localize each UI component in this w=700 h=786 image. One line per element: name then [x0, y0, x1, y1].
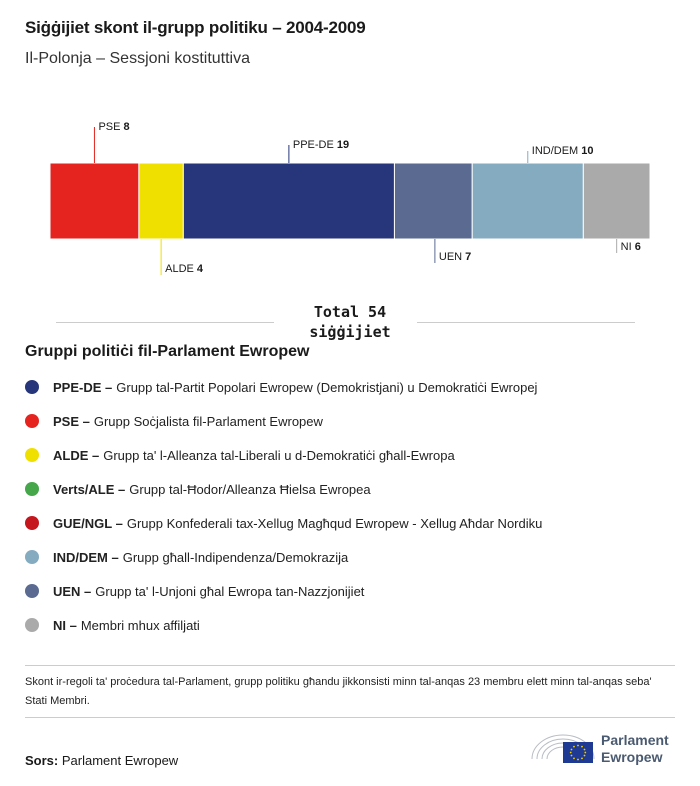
legend-item: [25, 438, 685, 472]
source-value: Parlament Ewropew: [61, 753, 179, 768]
legend-text: Grupp ta' l-Alleanza tal-Liberali u d-Demokratiċi għall-Ewropa: [103, 447, 455, 463]
legend-item: [25, 540, 685, 574]
total-divider-right: [417, 322, 635, 323]
legend-item: [25, 608, 685, 642]
legend-swatch: [25, 516, 39, 530]
bar-segment-alde: [139, 163, 183, 239]
bar-segment-ni: [583, 163, 650, 239]
segment-label-ppede: PPE-DE 19: [292, 139, 350, 151]
source-label: Sors:: [25, 753, 59, 768]
bar-segment-ppede: [183, 163, 394, 239]
chart-subtitle: Il-Polonja – Sessjoni kostituttiva: [25, 50, 250, 67]
legend-swatch: [25, 414, 39, 428]
legend-item: [25, 506, 685, 540]
legend-abbr: Verts/ALE –: [53, 481, 126, 497]
bar-segment-uen: [394, 163, 472, 239]
segment-label-uen: UEN 7: [438, 251, 472, 263]
segment-label-ni: NI 6: [620, 241, 641, 253]
legend-text: Grupp Soċjalista fil-Parlament Ewropew: [93, 413, 323, 429]
legend-text: Grupp tal-Partit Popolari Ewropew (Demokristjani) u Demokratiċi Ewropej: [116, 379, 538, 395]
chart-title: Siġġijiet skont il-grupp politiku – 2004-2009: [25, 18, 366, 37]
legend-title: Gruppi politiċi fil-Parlament Ewropew: [25, 343, 310, 360]
logo-text: [601, 732, 669, 766]
total-divider-left: [56, 322, 274, 323]
note-divider-top: [25, 665, 675, 666]
note-divider-bottom: [25, 717, 675, 718]
parliament-logo: [530, 729, 680, 769]
legend-swatch: [25, 380, 39, 394]
legend-item: [25, 472, 685, 506]
legend-abbr: UEN –: [53, 583, 92, 599]
logo-line1: Parlament: [601, 732, 669, 748]
legend-swatch: [25, 550, 39, 564]
legend-swatch: [25, 618, 39, 632]
legend-abbr: IND/DEM –: [53, 549, 119, 565]
segment-label-pse: PSE 8: [98, 121, 130, 133]
legend-item: [25, 404, 685, 438]
legend-text: Grupp tal-Ħodor/Alleanza Ħielsa Ewropea: [129, 481, 371, 497]
legend-abbr: NI –: [53, 617, 77, 633]
legend-item: [25, 574, 685, 608]
eu-parliament-hemicycle-icon: [530, 729, 596, 767]
legend-abbr: GUE/NGL –: [53, 515, 123, 531]
legend-swatch: [25, 584, 39, 598]
legend-text: Grupp ta' l-Unjoni għal Ewropa tan-Nazzjonijiet: [95, 583, 365, 599]
legend-swatch: [25, 448, 39, 462]
bar-segment-inddem: [472, 163, 583, 239]
legend: [25, 370, 685, 642]
footnote: Skont ir-regoli ta' proċedura tal-Parlament, grupp politiku għandu jikkonsisti minn tal-anqas 23 membru elett minn tal-anqas seba' Stati Membri.: [25, 676, 652, 707]
legend-text: Grupp għall-Indipendenza/Demokrazija: [122, 549, 349, 565]
legend-abbr: ALDE –: [53, 447, 100, 463]
total-seats-label: Total 54 siġġijiet: [309, 303, 391, 341]
legend-text: Membri mhux affiljati: [80, 617, 200, 633]
segment-label-inddem: IND/DEM 10: [531, 145, 594, 157]
legend-item: [25, 370, 685, 404]
logo-line2: Ewropew: [601, 749, 663, 765]
legend-abbr: PSE –: [53, 413, 90, 429]
bar-segment-pse: [50, 163, 139, 239]
legend-text: Grupp Konfederali tax-Xellug Magħqud Ewropew - Xellug Aħdar Nordiku: [126, 515, 543, 531]
stacked-bar-chart: [0, 120, 700, 290]
segment-label-alde: ALDE 4: [165, 263, 204, 275]
legend-abbr: PPE-DE –: [53, 379, 113, 395]
legend-swatch: [25, 482, 39, 496]
source: [25, 753, 178, 768]
